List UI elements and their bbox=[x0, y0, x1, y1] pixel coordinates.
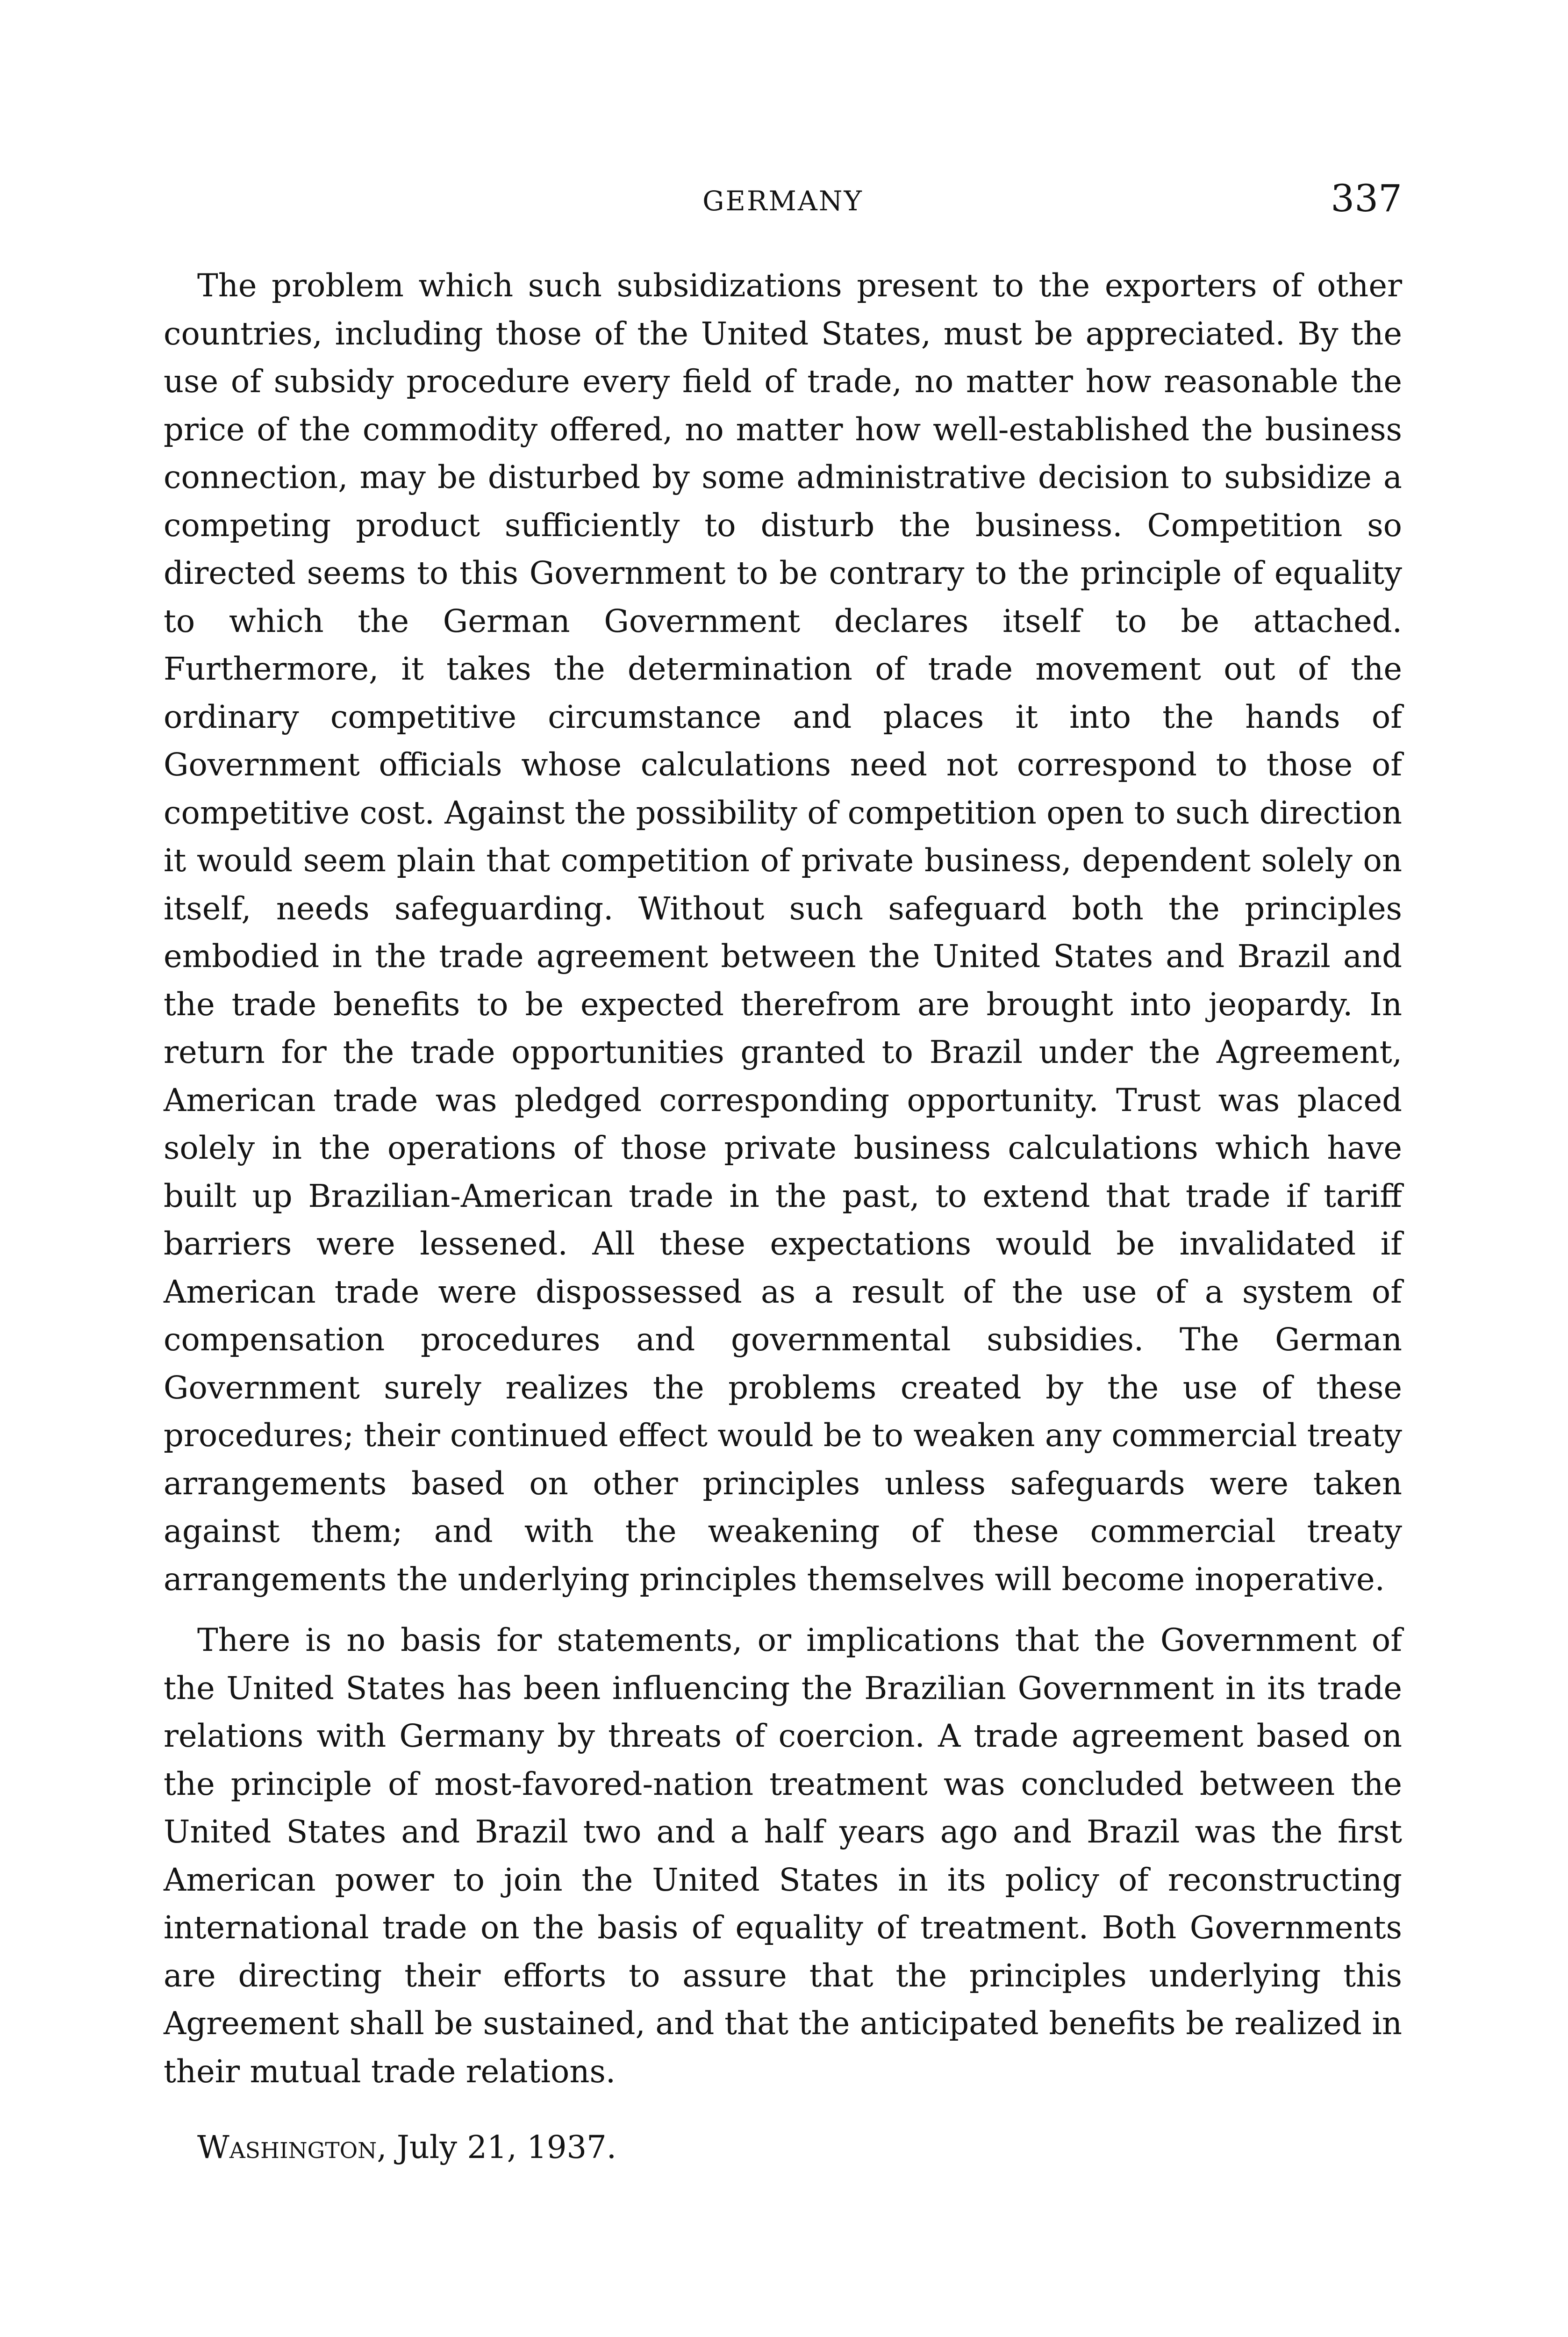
paragraph-subsidization-problem: The problem which such subsidizations present to the exporters of other countries, including those of the United States, must be appreciated. By the use of subsidy procedure every field of trade, no matter how reasonable the price of the commodity offered, no matter how well-established the business connection, may be disturbed by some administrative decision to subsidize a competing product sufficiently to disturb the business. Competition so directed seems to this Government to be contrary to the principle of equality to which the German Government declares itself to be attached. Furthermore, it takes the determination of trade movement out of the ordinary competitive circumstance and places it into the hands of Government officials whose calculations need not correspond to those of competitive cost. Against the possibility of competition open to such direction it would seem plain that competition of private business, dependent solely on itself, needs safeguarding. Without such safeguard both the principles embodied in the trade agreement between the United States and Brazil and the trade benefits to be expected therefrom are brought into jeopardy. In return for the trade opportunities granted to Brazil under the Agreement, American trade was pledged corresponding opportunity. Trust was placed solely in the operations of those private business calculations which have built up Brazilian-American trade in the past, to extend that trade if tariff barriers were lessened. All these expectations would be invalidated if American trade were dispossessed as a result of the use of a system of compensation procedures and governmental subsidies. The German Government surely realizes the problems created by the use of these procedures; their continued effect would be to weaken any commercial treaty arrangements based on other principles unless safeguards were taken against them; and with the weakening of these commercial treaty arrangements the underlying principles themselves will become inoperative. bbox=[164, 267, 1402, 1598]
page-number: 337 bbox=[1331, 177, 1402, 220]
running-title: GERMANY bbox=[702, 185, 863, 217]
dateline-place: Washington, bbox=[197, 2129, 387, 2165]
running-head bbox=[164, 177, 1402, 228]
dateline-date: July 21, 1937. bbox=[396, 2129, 617, 2165]
dateline bbox=[164, 2123, 1402, 2172]
body-text bbox=[164, 262, 1402, 2172]
paragraph-no-coercion: There is no basis for statements, or implications that the Government of the United States has been influencing the Brazilian Government in its trade relations with Germany by threats of coercion. A trade agreement based on the principle of most-favored-nation treatment was concluded between the United States and Brazil two and a half years ago and Brazil was the first American power to join the United States in its policy of reconstructing international trade on the basis of equality of treatment. Both Governments are directing their efforts to assure that the principles underlying this Agreement shall be sustained, and that the anticipated benefits be realized in their mutual trade relations. bbox=[164, 1622, 1402, 2090]
